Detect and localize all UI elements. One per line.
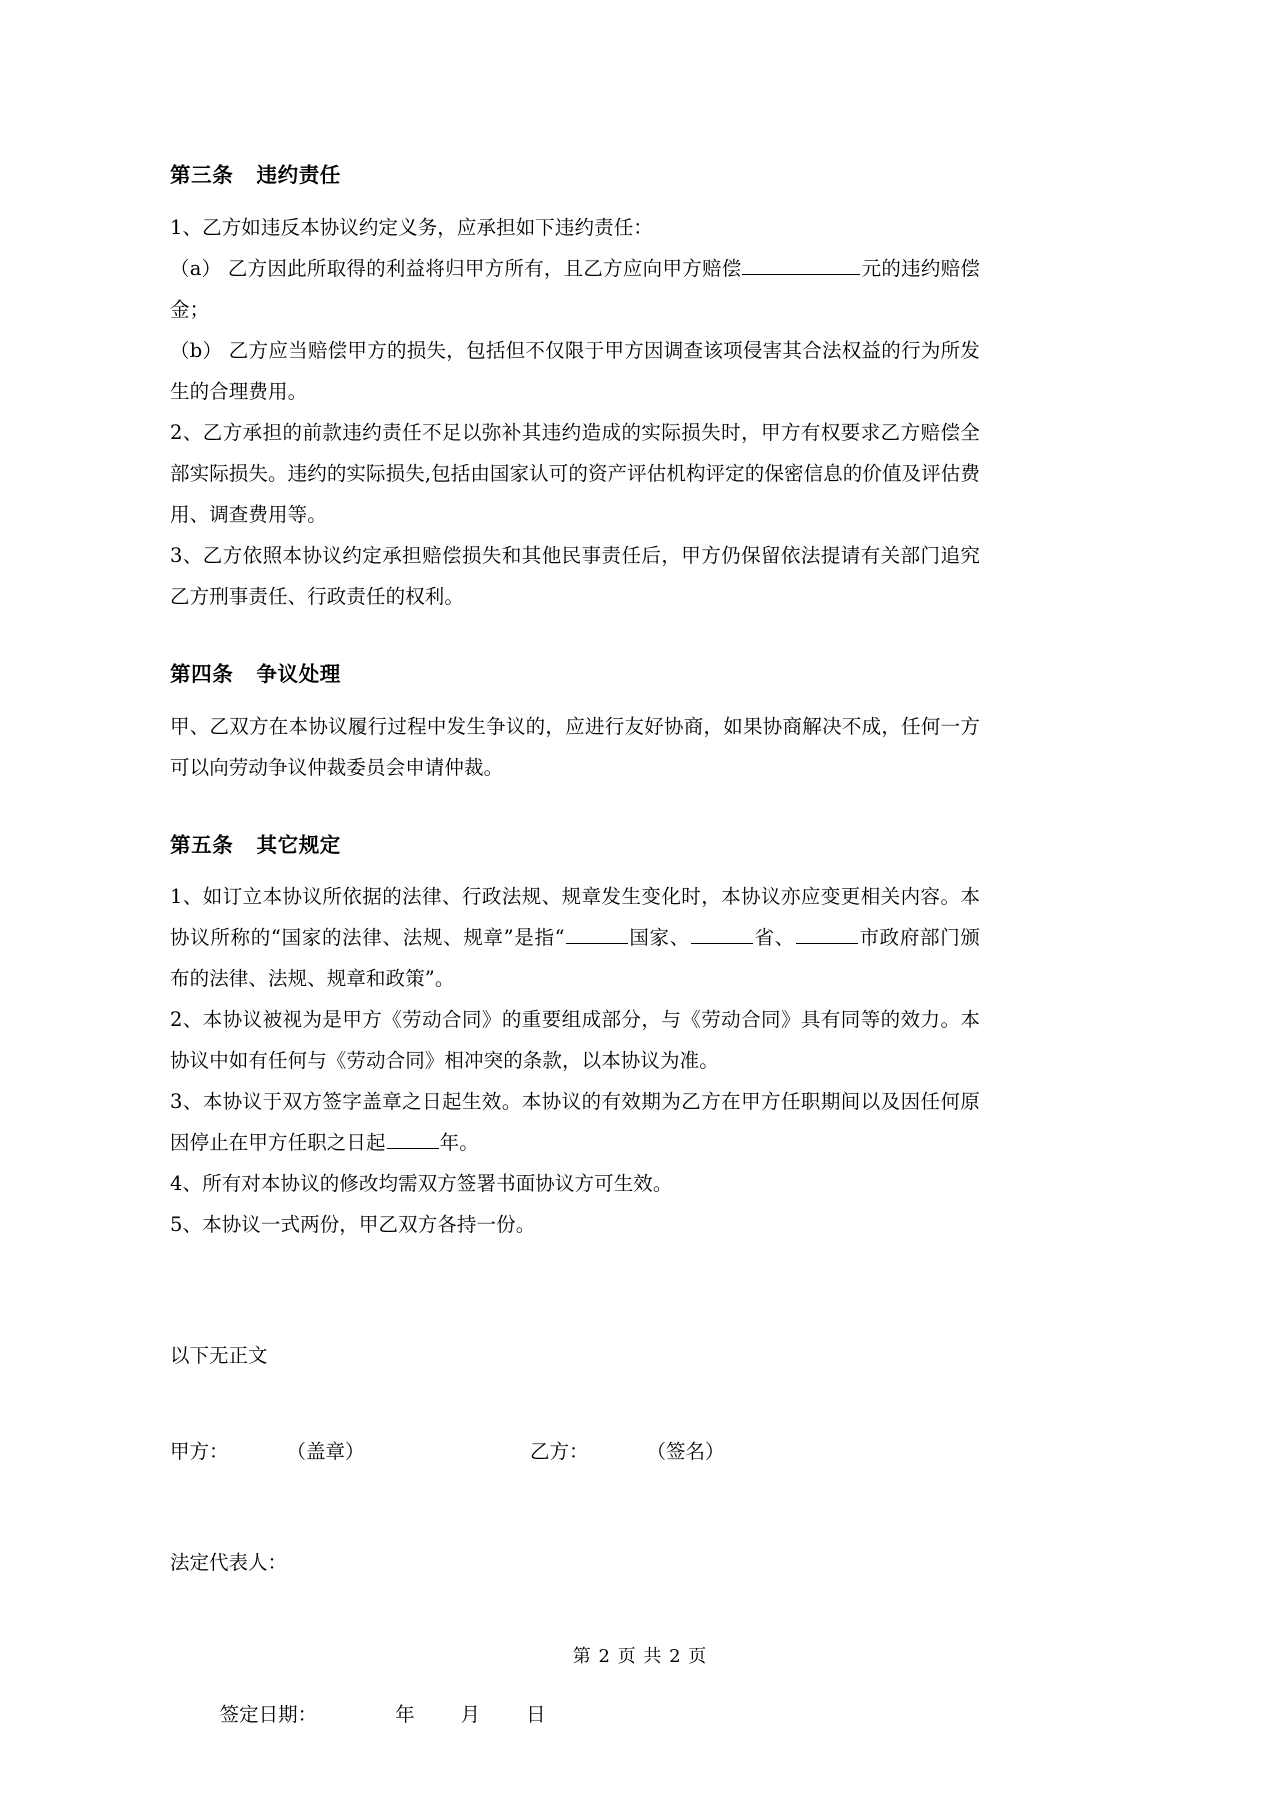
party-a-seal-note: （盖章）	[286, 1440, 365, 1464]
document-body	[170, 160, 980, 1776]
party-b-column	[530, 1431, 725, 1472]
clause-5-item-1-text-part2: 国家、	[628, 926, 690, 950]
years-blank[interactable]	[387, 1128, 439, 1149]
clause-3-heading: 第三条 违约责任	[170, 163, 341, 187]
clause-5-item-2-text: 2、本协议被视为是甲方《劳动合同》的重要组成部分，与《劳动合同》具有同等的效力。本协议中如有任何与《劳动合同》相冲突的条款，以本协议为准。	[170, 1008, 980, 1073]
clause-3-item-a-text-before: （a） 乙方因此所取得的利益将归甲方所有，且乙方应向甲方赔偿	[170, 256, 742, 280]
page-footer	[0, 1642, 1280, 1668]
clause-3-item-1-text: 1、乙方如违反本协议约定义务，应承担如下违约责任：	[170, 215, 653, 239]
signature-spacer-2	[170, 1472, 980, 1542]
city-blank[interactable]	[796, 923, 858, 944]
month-unit-label: 月	[460, 1703, 481, 1727]
clause-5-item-2	[170, 999, 980, 1081]
section-spacer-2	[170, 788, 980, 830]
clause-5-item-1-text-part4: 市政府部门颁布的法律、法规、规章和政策”。	[170, 926, 980, 991]
signature-block	[170, 1431, 980, 1776]
signature-date-row	[170, 1653, 980, 1776]
section-spacer-1	[170, 617, 980, 659]
page-number-text: 第 2 页 共 2 页	[572, 1646, 708, 1667]
legal-representative-label: 法定代表人：	[170, 1551, 288, 1575]
clause-5-item-3	[170, 1081, 980, 1163]
clause-3-item-1	[170, 207, 980, 248]
party-b-signature-note: （签名）	[646, 1440, 725, 1464]
party-a-label: 甲方：	[170, 1440, 229, 1464]
clause-3-item-b	[170, 330, 980, 412]
no-text-below-label: 以下无正文	[170, 1344, 268, 1368]
signature-row-parties	[170, 1431, 980, 1472]
party-b-label: 乙方：	[530, 1440, 589, 1464]
year-unit-label: 年	[395, 1703, 415, 1727]
clause-4-heading: 第四条 争议处理	[170, 661, 341, 686]
clause-4-item-1-text: 甲、乙双方在本协议履行过程中发生争议的，应进行友好协商，如果协商解决不成，任何一方可以向劳动争议仲裁委员会申请仲裁。	[170, 714, 980, 779]
clause-5-item-4	[170, 1163, 980, 1204]
clause-3-item-3	[170, 535, 980, 617]
clause-5-item-5	[170, 1204, 980, 1245]
clause-5-item-1-text-part3: 省、	[753, 926, 795, 950]
party-a-column	[170, 1431, 530, 1472]
clause-3-item-2-text: 2、乙方承担的前款违约责任不足以弥补其违约造成的实际损失时，甲方有权要求乙方赔偿全部实际损失。违约的实际损失,包括由国家认可的资产评估机构评定的保密信息的价值及评估费用、调查费用等。	[170, 420, 980, 526]
clause-3-item-a	[170, 248, 980, 330]
sign-date-label: 签定日期：	[219, 1703, 318, 1727]
clause-5-item-1-text-part1: 1、如订立本协议所依据的法律、行政法规、规章发生变化时，本协议亦应变更相关内容。本协议所称的“国家的法律、法规、规章”是指“	[170, 885, 980, 950]
province-blank[interactable]	[691, 923, 753, 944]
clause-5-item-3-text-part2: 年。	[439, 1131, 479, 1155]
clause-5-item-1	[170, 876, 980, 999]
clause-5-heading: 第五条 其它规定	[170, 832, 341, 857]
clause-4-item-1	[170, 706, 980, 788]
clause-5-item-4-text: 4、所有对本协议的修改均需双方签署书面协议方可生效。	[170, 1172, 673, 1196]
day-unit-label: 日	[526, 1703, 546, 1727]
signature-row-legal-rep	[170, 1542, 980, 1583]
clause-3-item-a-text-after: 元的违约赔偿金；	[170, 256, 980, 321]
clause-3-item-3-text: 3、乙方依照本协议约定承担赔偿损失和其他民事责任后，甲方仍保留依法提请有关部门追究乙方刑事责任、行政责任的权利。	[170, 543, 980, 608]
clause-3-item-b-text: （b） 乙方应当赔偿甲方的损失，包括但不仅限于甲方因调查该项侵害其合法权益的行为所发生的合理费用。	[170, 338, 980, 403]
country-blank[interactable]	[566, 923, 628, 944]
closing-spacer-top	[170, 1245, 980, 1335]
clause-5-item-5-text: 5、本协议一式两份，甲乙双方各持一份。	[170, 1213, 536, 1237]
signature-spacer-1	[170, 1376, 980, 1431]
clause-5-item-3-text-part1: 3、本协议于双方签字盖章之日起生效。本协议的有效期为乙方在甲方任职期间以及因任何原因停止在甲方任职之日起	[170, 1090, 980, 1155]
clause-3-item-2	[170, 412, 980, 535]
compensation-amount-blank[interactable]	[742, 253, 860, 274]
